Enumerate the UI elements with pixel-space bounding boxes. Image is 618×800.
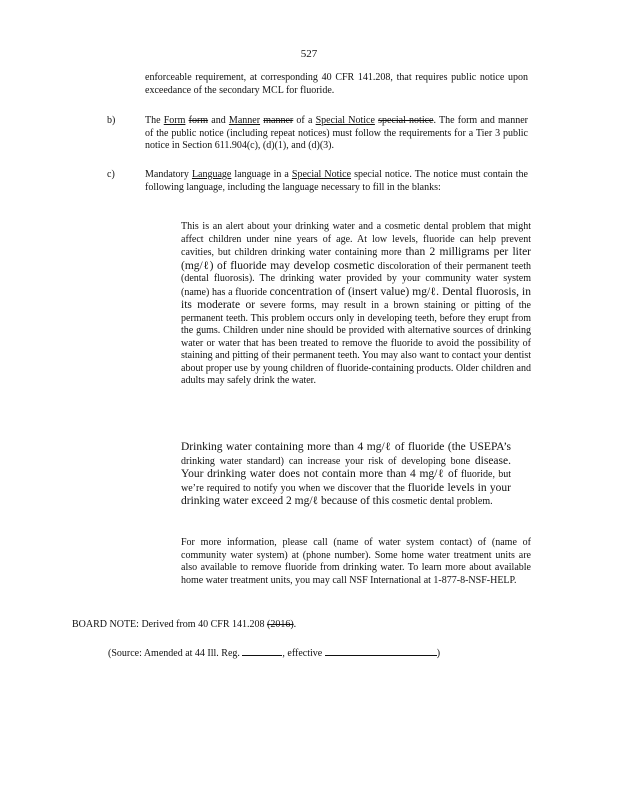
source-text-1: (Source: Amended at 44 Ill. Reg. (108, 648, 243, 659)
item-b-label: b) (107, 115, 116, 126)
quote2-text-b: drinking water standard) can increase your risk of developing bone (181, 455, 471, 467)
item-b-text-3: of a (293, 115, 316, 126)
source-note (108, 646, 528, 661)
page-number: 527 (300, 48, 318, 60)
quote2-text-a: Drinking water containing more than 4 mg/ℓ of fluoride (the USEPA’s (181, 441, 511, 453)
manner-inserted: Manner (228, 115, 261, 126)
special-notice-deleted: special notice (378, 115, 434, 126)
quote2-text-d: fluoride, but we’re required to notify you when we discover that the (181, 469, 512, 494)
source-text-3: ) (436, 648, 441, 659)
item-c-text-2: language in a (231, 169, 292, 180)
quote1-text-b: than 2 milligrams per liter (mg/ℓ) of fluoride may develop cosmetic (181, 246, 532, 272)
item-c-label: c) (107, 169, 115, 180)
notice-quote-paragraph-3: For more information, please call (name of water system contact) of (name of community water system) at (phone number). Some home water treatment units are also available to remove fluoride from drinking water. To learn more about available home water treatment units, you may call NSF International at 1-877-8-NSF-HELP. (181, 537, 531, 586)
item-c-text-1: Mandatory (145, 169, 192, 180)
board-note-year-deleted: (2016) (267, 619, 294, 630)
special-notice-inserted-c: Special Notice (291, 169, 352, 180)
intro-paragraph: enforceable requirement, at corresponding 40 CFR 141.208, that requires public notice upon exceedance of the secondary MCL for fluoride. (145, 72, 528, 96)
reg-page-blank (242, 646, 282, 656)
language-inserted: Language (191, 169, 232, 180)
quote1-text-c: discoloration of their permanent teeth (dental fluorosis). The drinking water provided by your community water system (name) has a fluoride (181, 260, 532, 298)
item-b-paragraph (145, 115, 528, 153)
quote1-text-a: This is an alert about your drinking water and a cosmetic dental problem that might affect children under nine years of age. At low levels, fluoride can help prevent cavities, but children drinking water containing more (181, 221, 531, 258)
item-c-paragraph (145, 169, 528, 194)
quote1-text-e: severe forms, may result in a brown staining or pitting of the permanent teeth. This problem occurs only in developing teeth, before they erupt from the gums. Children under nine should be provided with alternative sources of drinking water or water that has been treated to remove the fluoride to avoid the possibility of staining and pitting of their permanent teeth. You may also want to contact your dentist about proper use by young children of fluoride-containing products. Older children and adults may safely drink the water. (181, 300, 531, 386)
quote1-text-d: concentration of (insert value) mg/ℓ. Dental fluorosis, in its moderate or (181, 285, 531, 311)
notice-quote-paragraph-1 (181, 221, 531, 388)
quote2-text-e: fluoride levels in your drinking water exceed 2 mg/ℓ because of this (181, 481, 512, 507)
manner-deleted: manner (263, 115, 294, 126)
item-b-text-2: and (208, 115, 229, 126)
special-notice-inserted: Special Notice (315, 115, 375, 126)
item-b-text-1: The (145, 115, 164, 126)
board-note-end: . (293, 619, 297, 630)
source-text-2: , effective (282, 648, 325, 659)
effective-date-blank (325, 646, 437, 656)
notice-quote-paragraph-2 (181, 441, 511, 509)
board-note (72, 619, 532, 632)
form-deleted: form (188, 115, 209, 126)
quote2-text-f: cosmetic dental problem. (391, 496, 493, 507)
board-note-text: BOARD NOTE: Derived from 40 CFR 141.208 (72, 619, 265, 630)
form-inserted: Form (163, 115, 186, 126)
quote2-text-c: disease. Your drinking water does not contain more than 4 mg/ℓ of (181, 454, 511, 480)
item-c-text-3: special notice. The notice must contain the following language, including the language necessary to fill in the blanks: (145, 169, 528, 193)
item-b-text-4: . The form and manner of the public notice (including repeat notices) must follow the requirements for a Tier 3 public notice in Section 611.904(c), (d)(1), and (d)(3). (145, 115, 529, 151)
